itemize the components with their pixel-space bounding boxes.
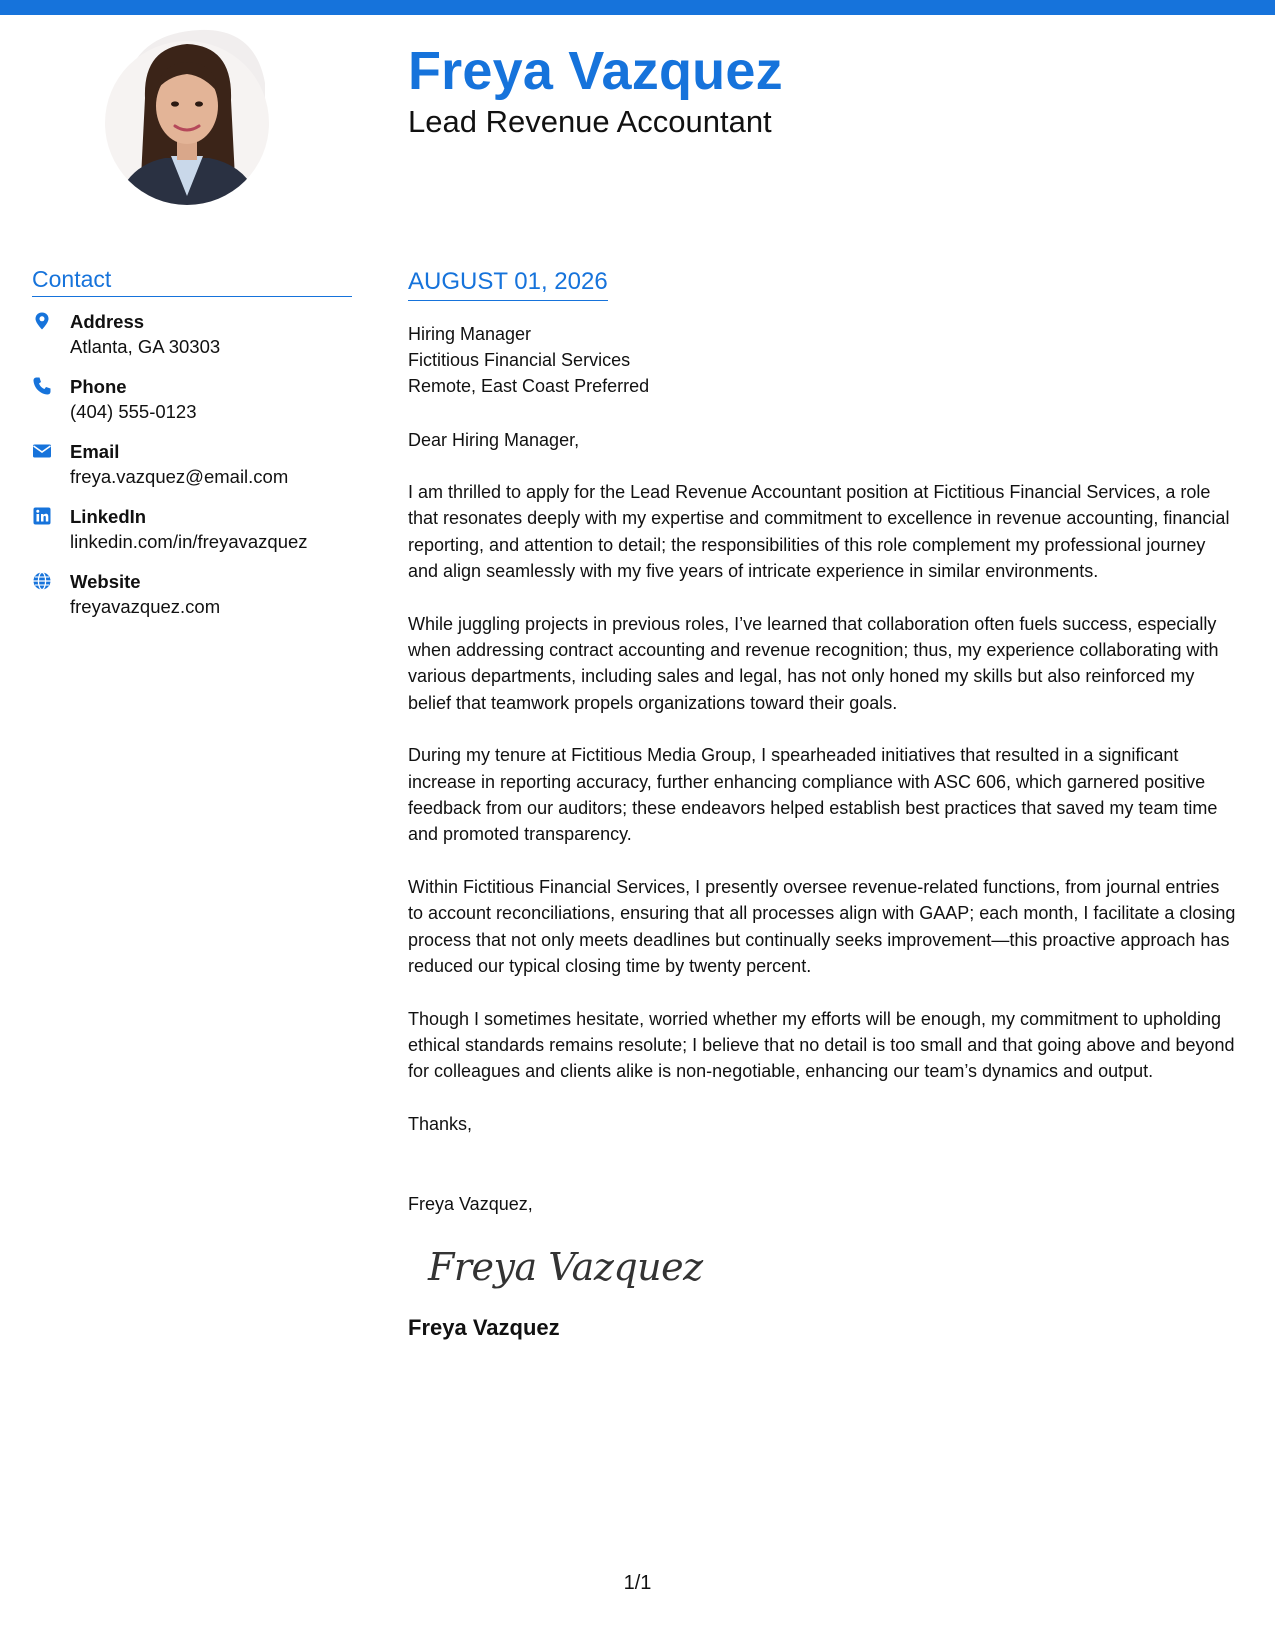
contact-phone	[32, 374, 352, 424]
sign-off-name: Freya Vazquez,	[408, 1193, 533, 1214]
handwritten-signature: Freya Vazquez	[428, 1244, 703, 1289]
contact-label: Address	[70, 311, 145, 332]
contact-label: Email	[70, 441, 120, 462]
contact-label: LinkedIn	[70, 506, 147, 527]
phone-icon	[32, 376, 52, 396]
closing: Thanks,	[408, 1113, 473, 1134]
contact-email	[32, 439, 352, 489]
map-pin-icon	[32, 311, 52, 331]
letter-paragraph: I am thrilled to apply for the Lead Revenue Accountant position at Fictitious Financial Services, a role that resonates deeply with my expertise and commitment to excellence in revenue accounting, financial reporting, and attention to detail; the responsibilities of this role complement my professional journey and align seamlessly with my five years of intricate experience in similar environments.	[408, 482, 1230, 582]
envelope-icon	[32, 441, 52, 461]
contact-address	[32, 309, 352, 359]
recipient-line: Remote, East Coast Preferred	[408, 376, 650, 396]
contact-value: Atlanta, GA 30303	[70, 336, 221, 357]
contact-label: Phone	[70, 376, 127, 397]
letter-paragraph: Within Fictitious Financial Services, I presently oversee revenue-related functions, from journal entries to account reconciliations, ensuring that all processes align with GAAP; each month, I facilitate a closing process that not only meets deadlines but continually seeks improvement—this proactive approach has reduced our typical closing time by twenty percent.	[408, 876, 1236, 977]
contact-label: Website	[70, 571, 141, 592]
letter-body	[408, 268, 1248, 1341]
recipient-line: Hiring Manager	[408, 324, 532, 344]
contact-heading: Contact	[32, 266, 352, 297]
recipient-line: Fictitious Financial Services	[408, 350, 631, 370]
letter-date: AUGUST 01, 2026	[408, 268, 608, 301]
recipient-block	[408, 321, 1248, 399]
contact-value[interactable]: linkedin.com/in/freyavazquez	[70, 531, 308, 552]
applicant-name: Freya Vazquez	[408, 41, 783, 101]
contact-linkedin	[32, 504, 352, 554]
contact-website	[32, 569, 352, 619]
salutation: Dear Hiring Manager,	[408, 430, 580, 450]
contact-value[interactable]: freya.vazquez@email.com	[70, 466, 289, 487]
top-accent-bar	[0, 0, 1275, 15]
letter-paragraph: While juggling projects in previous roles, I’ve learned that collaboration often fuels success, especially when addressing contract accounting and revenue recognition; thus, my experience collaborating with various departments, including sales and legal, has not only honed my skills but also reinforced my belief that teamwork propels organizations toward their goals.	[408, 613, 1219, 713]
contact-value: (404) 555-0123	[70, 401, 197, 422]
printed-name: Freya Vazquez	[408, 1314, 560, 1340]
letter-paragraph: Though I sometimes hesitate, worried whether my efforts will be enough, my commitment to upholding ethical standards remains resolute; I believe that no detail is too small and that going above and beyond for colleagues and clients alike is non-negotiable, enhancing our team’s dynamics and output.	[408, 1008, 1235, 1082]
contact-value[interactable]: freyavazquez.com	[70, 596, 221, 617]
contact-sidebar	[32, 266, 352, 634]
profile-photo	[105, 28, 275, 208]
page-number: 1/1	[623, 1572, 652, 1594]
globe-icon	[32, 571, 52, 591]
applicant-title: Lead Revenue Accountant	[408, 104, 772, 139]
linkedin-icon	[32, 506, 52, 526]
letter-paragraph: During my tenure at Fictitious Media Group, I spearheaded initiatives that resulted in a significant increase in reporting accuracy, further enhancing compliance with ASC 606, which garnered positive feedback from our auditors; these endeavors helped establish best practices that saved my team time and promoted transparency.	[408, 745, 1218, 845]
